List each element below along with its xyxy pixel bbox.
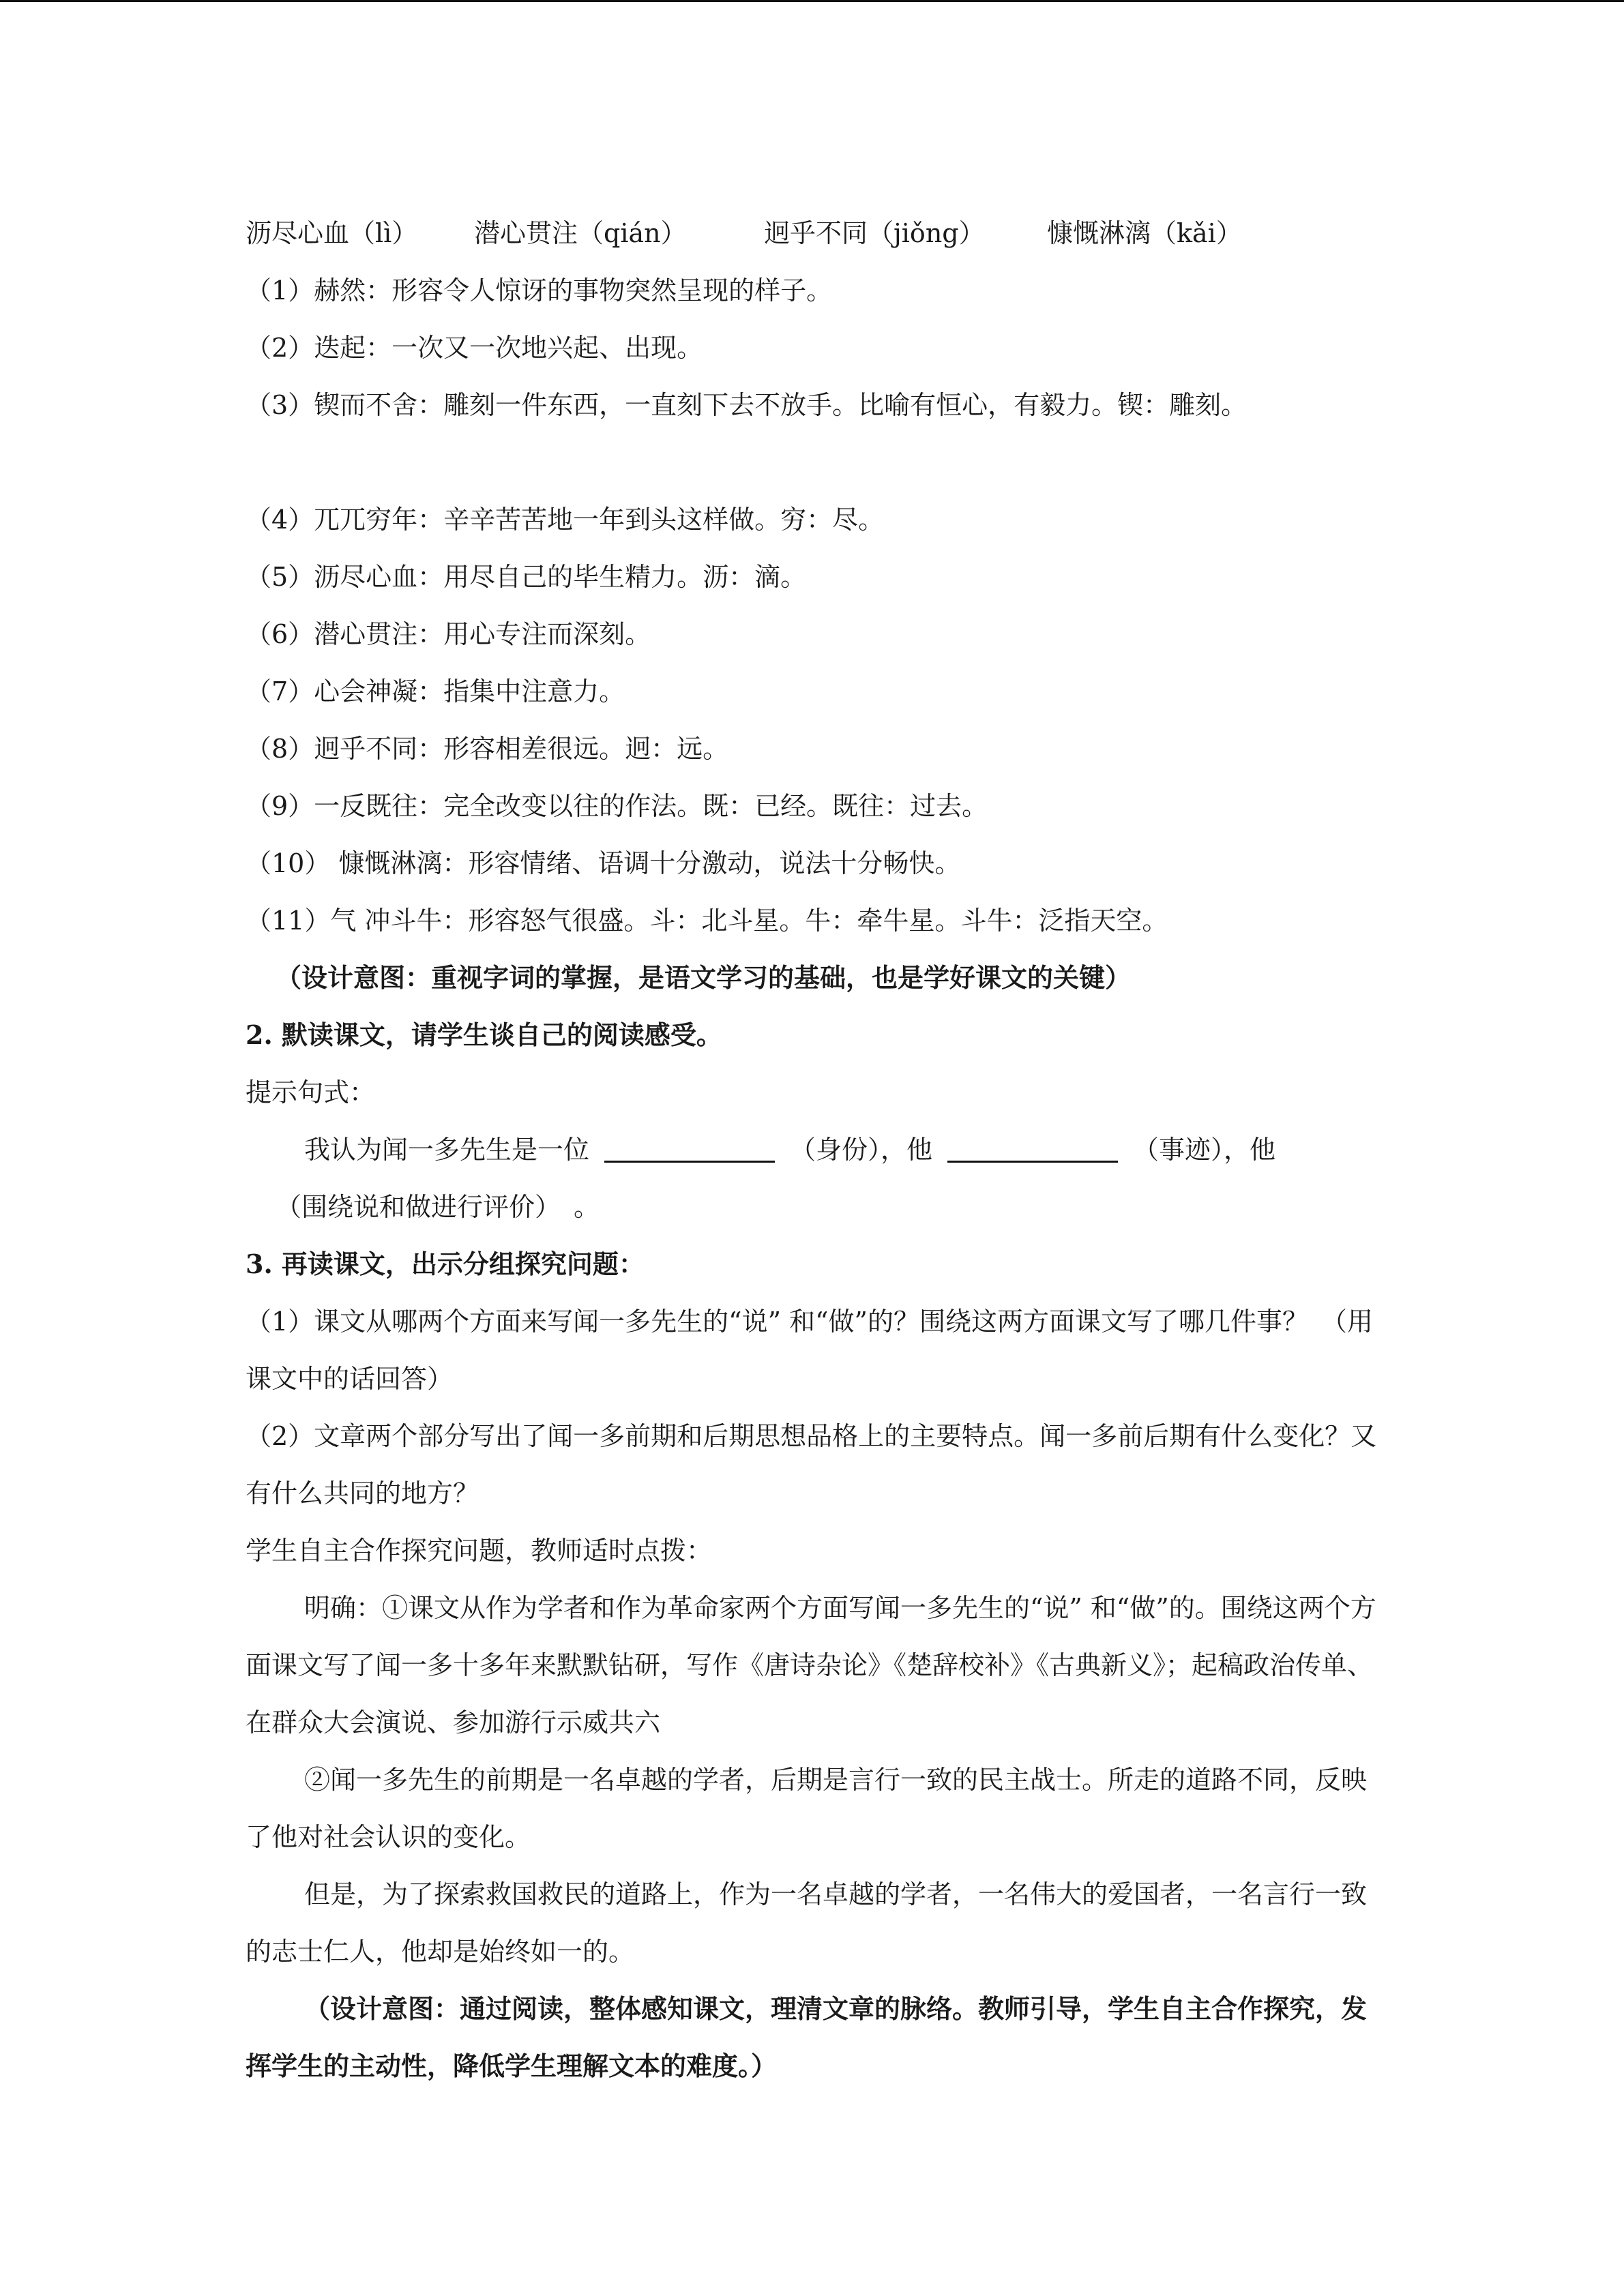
blank-gap: [246, 434, 1378, 491]
document-body: [246, 205, 1378, 2095]
pinyin-item: 沥尽心血（lì）: [246, 218, 418, 248]
answer-paragraph: 明确：①课文从作为学者和作为革命家两个方面写闻一多先生的“说” 和“做”的。围绕这两个方面课文写了闻一多十多年来默默钻研，写作《唐诗杂论》《楚辞校补》《古典新义》；起稿政治传单、在群众大会演说、参加游行示威共六: [246, 1593, 1376, 1738]
sentence-template: [246, 1121, 1378, 1178]
definition-item: （1）赫然：形容令人惊讶的事物突然呈现的样子。: [246, 275, 833, 305]
definition-item: （3）锲而不舍：雕刻一件东西，一直刻下去不放手。比喻有恒心，有毅力。锲：雕刻。: [246, 390, 1247, 420]
answer-paragraph: ②闻一多先生的前期是一名卓越的学者，后期是言行一致的民主战士。所走的道路不同，反映了他对社会认识的变化。: [246, 1765, 1368, 1852]
definition-item: （9）一反既往：完全改变以往的作法。既：已经。既往：过去。: [246, 791, 988, 821]
definition-item: （8）迥乎不同：形容相差很远。迥：远。: [246, 734, 729, 764]
definition-item: （4）兀兀穷年：辛辛苦苦地一年到头这样做。穷：尽。: [246, 505, 885, 535]
definition-item: （6）潜心贯注：用心专注而深刻。: [246, 619, 651, 649]
definition-item: （2）迭起：一次又一次地兴起、出现。: [246, 333, 703, 363]
definition-item: （7）心会神凝：指集中注意力。: [246, 676, 625, 706]
sentence-text: （身份），他: [790, 1135, 933, 1165]
deeds-blank: [947, 1131, 1118, 1163]
prompt-label: 提示句式：: [246, 1077, 376, 1107]
definition-item: （10） 慷慨淋漓：形容情绪、语调十分激动，说法十分畅快。: [246, 848, 961, 878]
sentence-text: （事迹），他: [1133, 1135, 1276, 1165]
answer-paragraph: 但是，为了探索救国救民的道路上，作为一名卓越的学者，一名伟大的爱国者，一名言行一致的志士仁人，他却是始终如一的。: [246, 1879, 1368, 1967]
discussion-intro: 学生自主合作探究问题，教师适时点拨：: [246, 1536, 713, 1566]
pinyin-item: 潜心贯注（qián）: [474, 218, 687, 248]
question-1: （1）课文从哪两个方面来写闻一多先生的“说” 和“做”的？围绕这两方面课文写了哪几件事？ （用课文中的话回答）: [246, 1307, 1373, 1394]
pinyin-row: [246, 205, 1378, 262]
pinyin-item: 慷慨淋漓（kǎi）: [1047, 218, 1242, 248]
sentence-text: 我认为闻一多先生是一位: [304, 1135, 590, 1165]
design-intent-note: （设计意图：重视字词的掌握，是语文学习的基础，也是学好课文的关键）: [276, 962, 1132, 993]
question-2: （2）文章两个部分写出了闻一多前期和后期思想品格上的主要特点。闻一多前后期有什么变化？又有什么共同的地方？: [246, 1421, 1377, 1508]
pinyin-item: 迥乎不同（jiǒng）: [764, 218, 985, 248]
section-heading: 3. 再读课文，出示分组探究问题：: [246, 1249, 645, 1279]
sentence-text: （围绕说和做进行评价） 。: [276, 1192, 600, 1222]
identity-blank: [604, 1131, 775, 1163]
sentence-template-cont: [246, 1178, 1378, 1236]
design-intent-note: （设计意图：通过阅读，整体感知课文，理清文章的脉络。教师引导，学生自主合作探究，发挥学生的主动性，降低学生理解文本的难度。）: [246, 1993, 1368, 2081]
definition-item: （11）气 冲斗牛：形容怒气很盛。斗：北斗星。牛：牵牛星。斗牛：泛指天空。: [246, 906, 1168, 936]
definition-item: （5）沥尽心血：用尽自己的毕生精力。沥：滴。: [246, 562, 807, 592]
section-heading: 2. 默读课文，请学生谈自己的阅读感受。: [246, 1019, 722, 1050]
page-top-border: [0, 0, 1624, 2]
